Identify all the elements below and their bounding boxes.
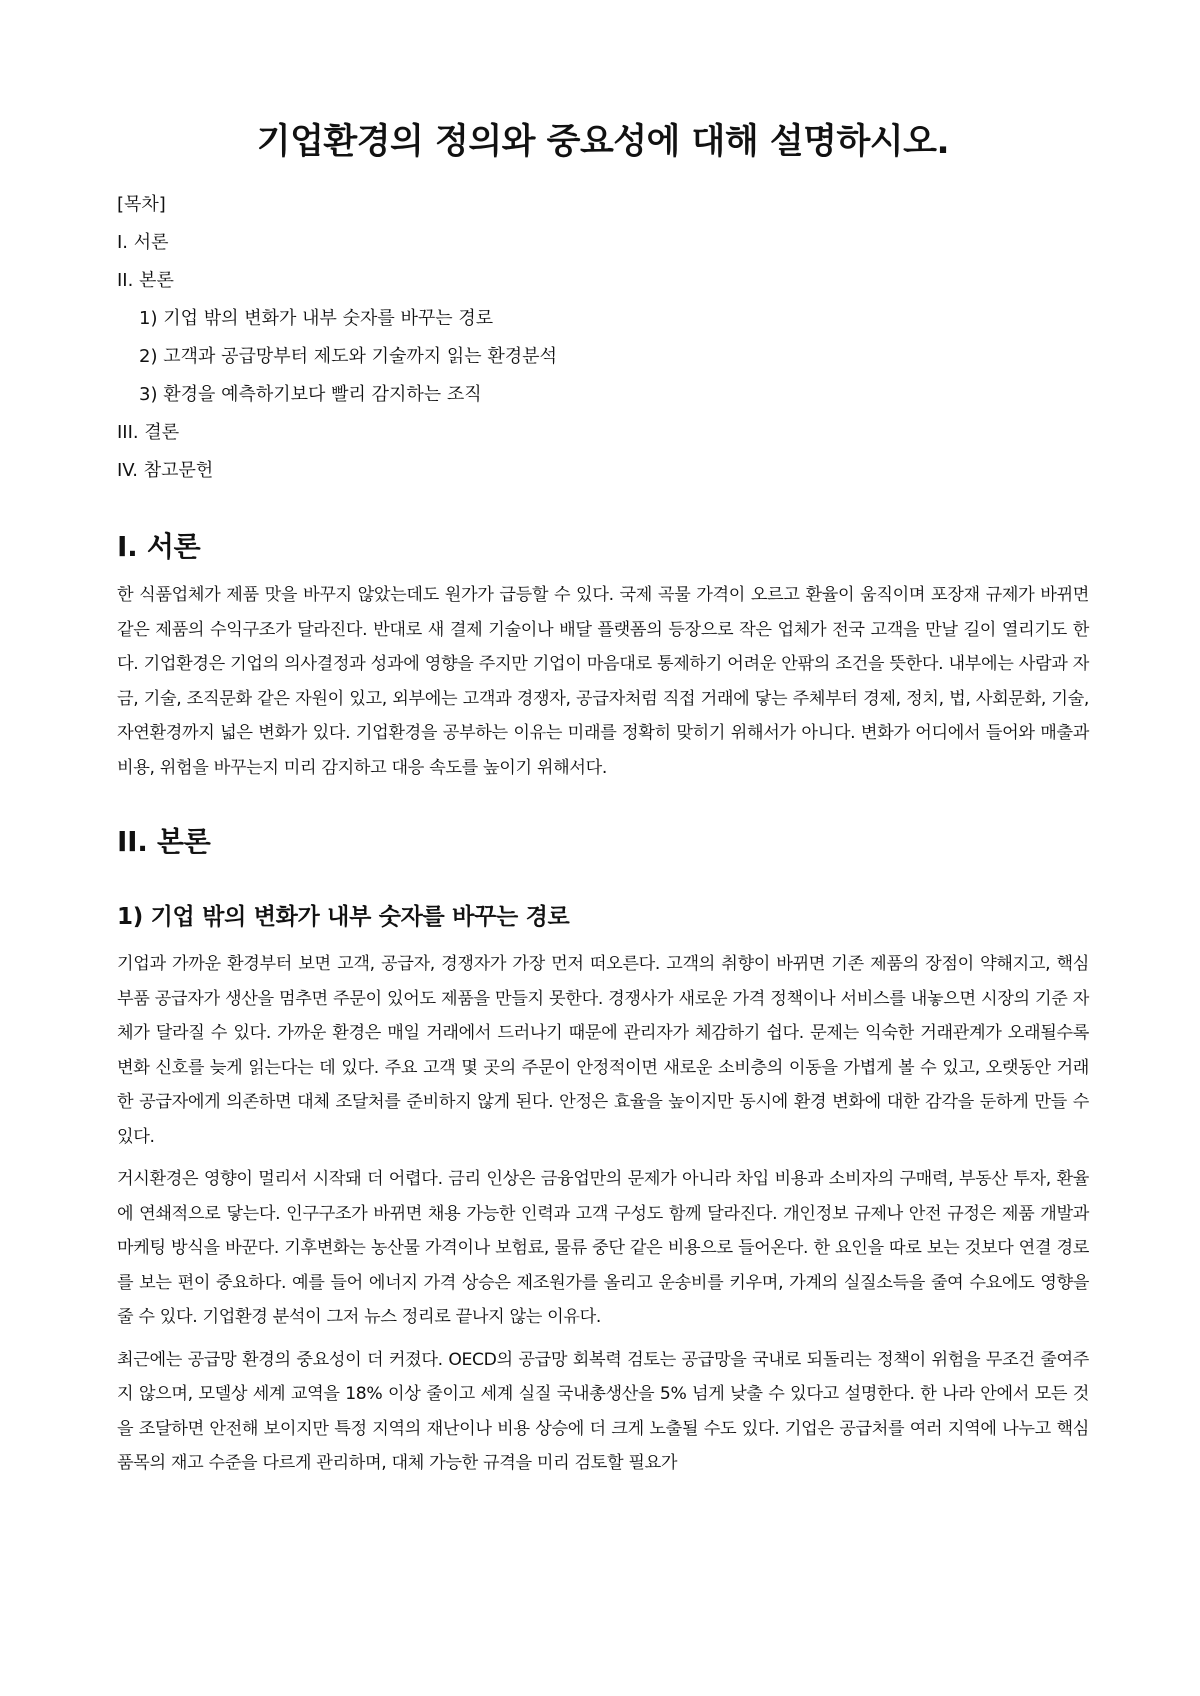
document-title: 기업환경의 정의와 중요성에 대해 설명하시오. (256, 122, 950, 162)
toc-item-intro: I. 서론 (117, 232, 169, 253)
toc-item-references: IV. 참고문헌 (117, 460, 214, 481)
toc-item-conclusion: III. 결론 (117, 422, 180, 443)
section-heading-intro: I. 서론 (117, 530, 201, 563)
section-heading-body: II. 본론 (117, 825, 211, 858)
toc-item-body-2: 2) 고객과 공급망부터 제도와 기술까지 읽는 환경분석 (139, 346, 557, 367)
toc-heading: [목차] (117, 194, 166, 215)
body-paragraph-1: 기업과 가까운 환경부터 보면 고객, 공급자, 경쟁자가 가장 먼저 떠오른다. 고객의 취향이 바뀌면 기존 제품의 장점이 약해지고, 핵심 부품 공급자가 생산을 멈추면 주문이 있어도 제품을 만들지 못한다. 경쟁사가 새로운 가격 정책이나 서비스를 내놓으면 시장의 기준 자체가 달라질 수 있다. 가까운 환경은 매일 거래에서 드러나기 때문에 관리자가 체감하기 쉽다. 문제는 익숙한 거래관계가 오래될수록 변화 신호를 늦게 읽는다는 데 있다. 주요 고객 몇 곳의 주문이 안정적이면 새로운 소비층의 이동을 가볍게 볼 수 있고, 오랫동안 거래한 공급자에게 의존하면 대체 조달처를 준비하지 않게 된다. 안정은 효율을 높이지만 동시에 환경 변화에 대한 감각을 둔하게 만들 수 있다. (117, 954, 1089, 1147)
table-of-contents (117, 186, 1089, 490)
toc-item-body-1: 1) 기업 밖의 변화가 내부 숫자를 바꾸는 경로 (139, 308, 494, 329)
body-paragraph-2: 거시환경은 영향이 멀리서 시작돼 더 어렵다. 금리 인상은 금융업만의 문제가 아니라 차입 비용과 소비자의 구매력, 부동산 투자, 환율에 연쇄적으로 닿는다. 인구구조가 바뀌면 채용 가능한 인력과 고객 구성도 함께 달라진다. 개인정보 규제나 안전 규정은 제품 개발과 마케팅 방식을 바꾼다. 기후변화는 농산물 가격이나 보험료, 물류 중단 같은 비용으로 들어온다. 한 요인을 따로 보는 것보다 연결 경로를 보는 편이 중요하다. 예를 들어 에너지 가격 상승은 제조원가를 올리고 운송비를 키우며, 가계의 실질소득을 줄여 수요에도 영향을 줄 수 있다. 기업환경 분석이 그저 뉴스 정리로 끝나지 않는 이유다. (117, 1169, 1089, 1327)
toc-item-body: II. 본론 (117, 270, 174, 291)
toc-item-body-3: 3) 환경을 예측하기보다 빨리 감지하는 조직 (139, 384, 482, 405)
intro-paragraph: 한 식품업체가 제품 맛을 바꾸지 않았는데도 원가가 급등할 수 있다. 국제 곡물 가격이 오르고 환율이 움직이며 포장재 규제가 바뀌면 같은 제품의 수익구조가 달라진다. 반대로 새 결제 기술이나 배달 플랫폼의 등장으로 작은 업체가 전국 고객을 만날 길이 열리기도 한다. 기업환경은 기업의 의사결정과 성과에 영향을 주지만 기업이 마음대로 통제하기 어려운 안팎의 조건을 뜻한다. 내부에는 사람과 자금, 기술, 조직문화 같은 자원이 있고, 외부에는 고객과 경쟁자, 공급자처럼 직접 거래에 닿는 주체부터 경제, 정치, 법, 사회문화, 기술, 자연환경까지 넓은 변화가 있다. 기업환경을 공부하는 이유는 미래를 정확히 맞히기 위해서가 아니다. 변화가 어디에서 들어와 매출과 비용, 위험을 바꾸는지 미리 감지하고 대응 속도를 높이기 위해서다. (117, 585, 1089, 778)
document-page (117, 0, 1089, 1489)
body-paragraph-3: 최근에는 공급망 환경의 중요성이 더 커졌다. OECD의 공급망 회복력 검토는 공급망을 국내로 되돌리는 정책이 위험을 무조건 줄여주지 않으며, 모델상 세계 교역을 18% 이상 줄이고 세계 실질 국내총생산을 5% 넘게 낮출 수 있다고 설명한다. 한 나라 안에서 모든 것을 조달하면 안전해 보이지만 특정 지역의 재난이나 비용 상승에 더 크게 노출될 수도 있다. 기업은 공급처를 여러 지역에 나누고 핵심 품목의 재고 수준을 다르게 관리하며, 대체 가능한 규격을 미리 검토할 필요가 (117, 1349, 1089, 1473)
subsection-heading-1: 1) 기업 밖의 변화가 내부 숫자를 바꾸는 경로 (117, 904, 570, 930)
